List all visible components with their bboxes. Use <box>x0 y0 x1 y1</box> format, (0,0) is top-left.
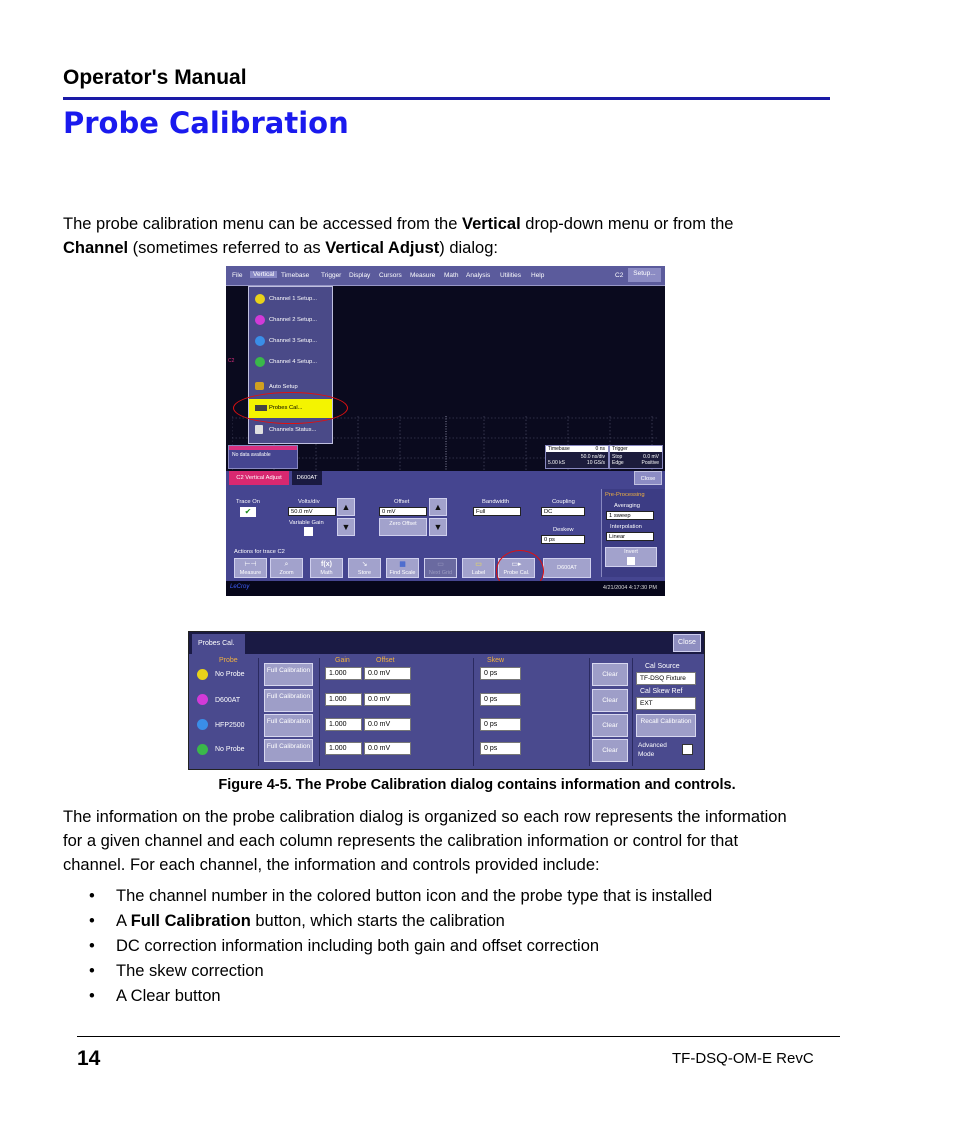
separator <box>632 658 633 766</box>
dropdown-channel-2-setup[interactable]: Channel 2 Setup... <box>249 311 332 330</box>
footer-rule <box>77 1036 840 1037</box>
math-button[interactable]: f(x) Math <box>310 558 343 578</box>
header-gain: Gain <box>335 657 350 664</box>
menu-measure[interactable]: Measure <box>410 272 436 279</box>
dropdown-channels-status[interactable]: Channels Status... <box>249 421 332 440</box>
label-button[interactable]: ▭ Label <box>462 558 495 578</box>
dropdown-channel-3-setup[interactable]: Channel 3 Setup... <box>249 332 332 351</box>
variable-gain-label: Variable Gain <box>289 520 324 526</box>
menu-setup-button[interactable]: Setup... <box>628 268 661 282</box>
cal-skew-ref-field[interactable]: EXT <box>636 697 696 710</box>
channel-1-icon[interactable] <box>197 669 208 680</box>
bullet-3: • DC correction information including both gain and offset correction <box>63 934 712 959</box>
scope-menubar <box>226 266 665 286</box>
offset-up-button[interactable]: ▲ <box>429 498 447 516</box>
manual-header: Operator's Manual <box>63 66 247 89</box>
row-4-probe: No Probe <box>215 746 245 753</box>
page-number: 14 <box>77 1047 101 1070</box>
find-scale-button[interactable]: ▦ Find Scale <box>386 558 419 578</box>
cal-skew-ref-label: Cal Skew Ref <box>640 688 683 695</box>
header-rule <box>63 97 830 100</box>
brand-logo: LeCroy <box>230 584 250 590</box>
header-skew: Skew <box>487 657 505 664</box>
zero-offset-button[interactable]: Zero Offset <box>379 518 427 536</box>
row-4-skew-field[interactable]: 0 ps <box>480 742 521 755</box>
channel-1-ball-icon <box>255 294 265 304</box>
row-3-skew-field[interactable]: 0 ps <box>480 718 521 731</box>
recall-calibration-button[interactable]: Recall Calibration <box>636 714 696 737</box>
channel-3-ball-icon <box>255 336 265 346</box>
bullet-list <box>63 884 712 1009</box>
row-2-skew-field[interactable]: 0 ps <box>480 693 521 706</box>
dropdown-channel-1-setup[interactable]: Channel 1 Setup... <box>249 290 332 309</box>
zoom-button[interactable]: ⌕ Zoom <box>270 558 303 578</box>
row-4-offset-field[interactable]: 0.0 mV <box>364 742 411 755</box>
tab-probe[interactable]: D600AT <box>292 471 322 485</box>
row-4-full-calibration-button[interactable]: Full Calibration <box>264 739 313 762</box>
row-4-clear-button[interactable]: Clear <box>592 739 628 762</box>
row-1-probe: No Probe <box>215 671 245 678</box>
row-1-gain-field[interactable]: 1.000 <box>325 667 362 680</box>
next-grid-button[interactable]: ▭ Next Grid <box>424 558 457 578</box>
tab-vertical-adjust[interactable]: C2 Vertical Adjust <box>229 471 289 485</box>
menu-trigger[interactable]: Trigger <box>321 272 342 279</box>
dropdown-channel-4-setup[interactable]: Channel 4 Setup... <box>249 353 332 372</box>
row-3-full-calibration-button[interactable]: Full Calibration <box>264 714 313 737</box>
cal-source-field[interactable]: TF-DSQ Fixture <box>636 672 696 685</box>
menu-math[interactable]: Math <box>444 272 459 279</box>
variable-gain-checkbox[interactable] <box>304 527 313 536</box>
bullet-4: • The skew correction <box>63 959 712 984</box>
menu-help[interactable]: Help <box>531 272 545 279</box>
channel-4-icon[interactable] <box>197 744 208 755</box>
figure-caption: Figure 4-5. The Probe Calibration dialog contains information and controls. <box>218 777 736 793</box>
row-3-gain-field[interactable]: 1.000 <box>325 718 362 731</box>
volts-up-button[interactable]: ▲ <box>337 498 355 516</box>
bullet-1: • The channel number in the colored button icon and the probe type that is installed <box>63 884 712 909</box>
channel-3-icon[interactable] <box>197 719 208 730</box>
trigger-box[interactable]: Trigger Stop 0.0 mV Edge Positive <box>609 445 663 469</box>
auto-setup-icon <box>255 382 264 390</box>
tab-probes-cal[interactable]: Probes Cal. <box>192 634 245 654</box>
no-data-box: No data available <box>228 445 298 469</box>
actions-label: Actions for trace C2 <box>234 549 285 555</box>
dropdown-probes-cal[interactable]: Probes Cal... <box>249 399 332 418</box>
volts-down-button[interactable]: ▼ <box>337 518 355 536</box>
probe-cal-button[interactable]: ▭▸ Probe Cal. <box>498 558 535 578</box>
dialog-tabbar <box>189 632 704 654</box>
timebase-box[interactable]: Timebase 0 ns 50.0 ns/div 5.00 kS 10 GS/s <box>545 445 609 469</box>
advanced-mode-label: Advanced Mode <box>638 742 667 758</box>
row-2-probe: D600AT <box>215 697 241 704</box>
probes-cal-highlight-ring <box>233 392 348 424</box>
document-id: TF-DSQ-OM-E RevC <box>672 1050 814 1067</box>
invert-toggle[interactable]: Invert <box>605 547 657 567</box>
bandwidth-field[interactable]: Full <box>473 507 521 516</box>
menu-channel: C2 <box>615 272 624 279</box>
row-3-offset-field[interactable]: 0.0 mV <box>364 718 411 731</box>
page-title: Probe Calibration <box>63 106 349 140</box>
row-3-probe: HFP2500 <box>215 722 245 729</box>
volts-div-field[interactable]: 50.0 mV <box>288 507 336 516</box>
row-1-clear-button[interactable]: Clear <box>592 663 628 686</box>
row-1-skew-field[interactable]: 0 ps <box>480 667 521 680</box>
advanced-mode-checkbox[interactable] <box>682 744 693 755</box>
volts-div-label: Volts/div <box>298 499 320 505</box>
trace-on-checkbox[interactable]: ✔ <box>240 507 256 517</box>
bandwidth-label: Bandwidth <box>482 499 510 505</box>
menu-utilities[interactable]: Utilities <box>500 272 521 279</box>
offset-down-button[interactable]: ▼ <box>429 518 447 536</box>
probes-cal-dialog <box>188 631 705 770</box>
menu-display[interactable]: Display <box>349 272 371 279</box>
coupling-label: Coupling <box>552 499 575 505</box>
row-2-gain-field[interactable]: 1.000 <box>325 693 362 706</box>
menu-timebase[interactable]: Timebase <box>281 272 310 279</box>
row-2-offset-field[interactable]: 0.0 mV <box>364 693 411 706</box>
dropdown-auto-setup[interactable]: Auto Setup <box>249 378 332 397</box>
row-2-clear-button[interactable]: Clear <box>592 689 628 712</box>
separator <box>258 658 259 766</box>
vertical-adjust-panel <box>226 471 665 581</box>
channel-4-ball-icon <box>255 357 265 367</box>
separator <box>319 658 320 766</box>
header-offset: Offset <box>376 657 395 664</box>
channel-2-icon[interactable] <box>197 694 208 705</box>
interpolation-field[interactable]: Linear <box>606 532 654 541</box>
dialog-close-button[interactable]: Close <box>673 634 701 652</box>
scope-status-bar <box>226 581 665 596</box>
menu-file[interactable]: File <box>232 272 243 279</box>
intro-paragraph: The probe calibration menu can be accessed from the Vertical drop-down menu or from the Channel (sometimes referred to as Vertical Adjust) dialog: <box>63 215 734 257</box>
status-icon <box>255 425 263 434</box>
offset-label: Offset <box>394 499 410 505</box>
body-paragraph: The information on the probe calibration dialog is organized so each row represents the information for a given channel and each column represents the calibration information or control for that channel. For each channel, the information and controls provided include: <box>63 808 787 874</box>
row-1-full-calibration-button[interactable]: Full Calibration <box>264 663 313 686</box>
menu-vertical[interactable]: Vertical <box>250 271 277 278</box>
scope-ch-label: C2 <box>228 358 235 364</box>
coupling-field[interactable]: DC <box>541 507 585 516</box>
header-probe: Probe <box>219 657 238 664</box>
row-4-gain-field[interactable]: 1.000 <box>325 742 362 755</box>
separator <box>473 658 474 766</box>
channel-2-ball-icon <box>255 315 265 325</box>
pre-processing-box: Pre-Processing Averaging 1 sweep Interpolation Linear Invert <box>601 489 664 577</box>
cal-source-label: Cal Source <box>645 663 680 670</box>
menu-cursors[interactable]: Cursors <box>379 272 402 279</box>
deskew-field[interactable]: 0 ps <box>541 535 585 544</box>
d600at-button[interactable]: D600AT <box>543 558 591 578</box>
trace-on-label: Trace On <box>236 499 260 505</box>
deskew-label: Deskew <box>553 527 574 533</box>
store-button[interactable]: ↘ Store <box>348 558 381 578</box>
bullet-2: • A Full Calibration button, which starts the calibration <box>63 909 712 934</box>
menu-analysis[interactable]: Analysis <box>466 272 491 279</box>
vertical-menu-screenshot <box>226 266 665 596</box>
averaging-field[interactable]: 1 sweep <box>606 511 654 520</box>
separator <box>589 658 590 766</box>
bullet-5: • A Clear button <box>63 984 712 1009</box>
measure-button[interactable]: ⊢⊣ Measure <box>234 558 267 578</box>
row-1-offset-field[interactable]: 0.0 mV <box>364 667 411 680</box>
panel-close-button[interactable]: Close <box>634 471 662 485</box>
scope-datetime: 4/21/2004 4:17:30 PM <box>602 585 657 591</box>
row-3-clear-button[interactable]: Clear <box>592 714 628 737</box>
offset-field[interactable]: 0 mV <box>379 507 427 516</box>
row-2-full-calibration-button[interactable]: Full Calibration <box>264 689 313 712</box>
